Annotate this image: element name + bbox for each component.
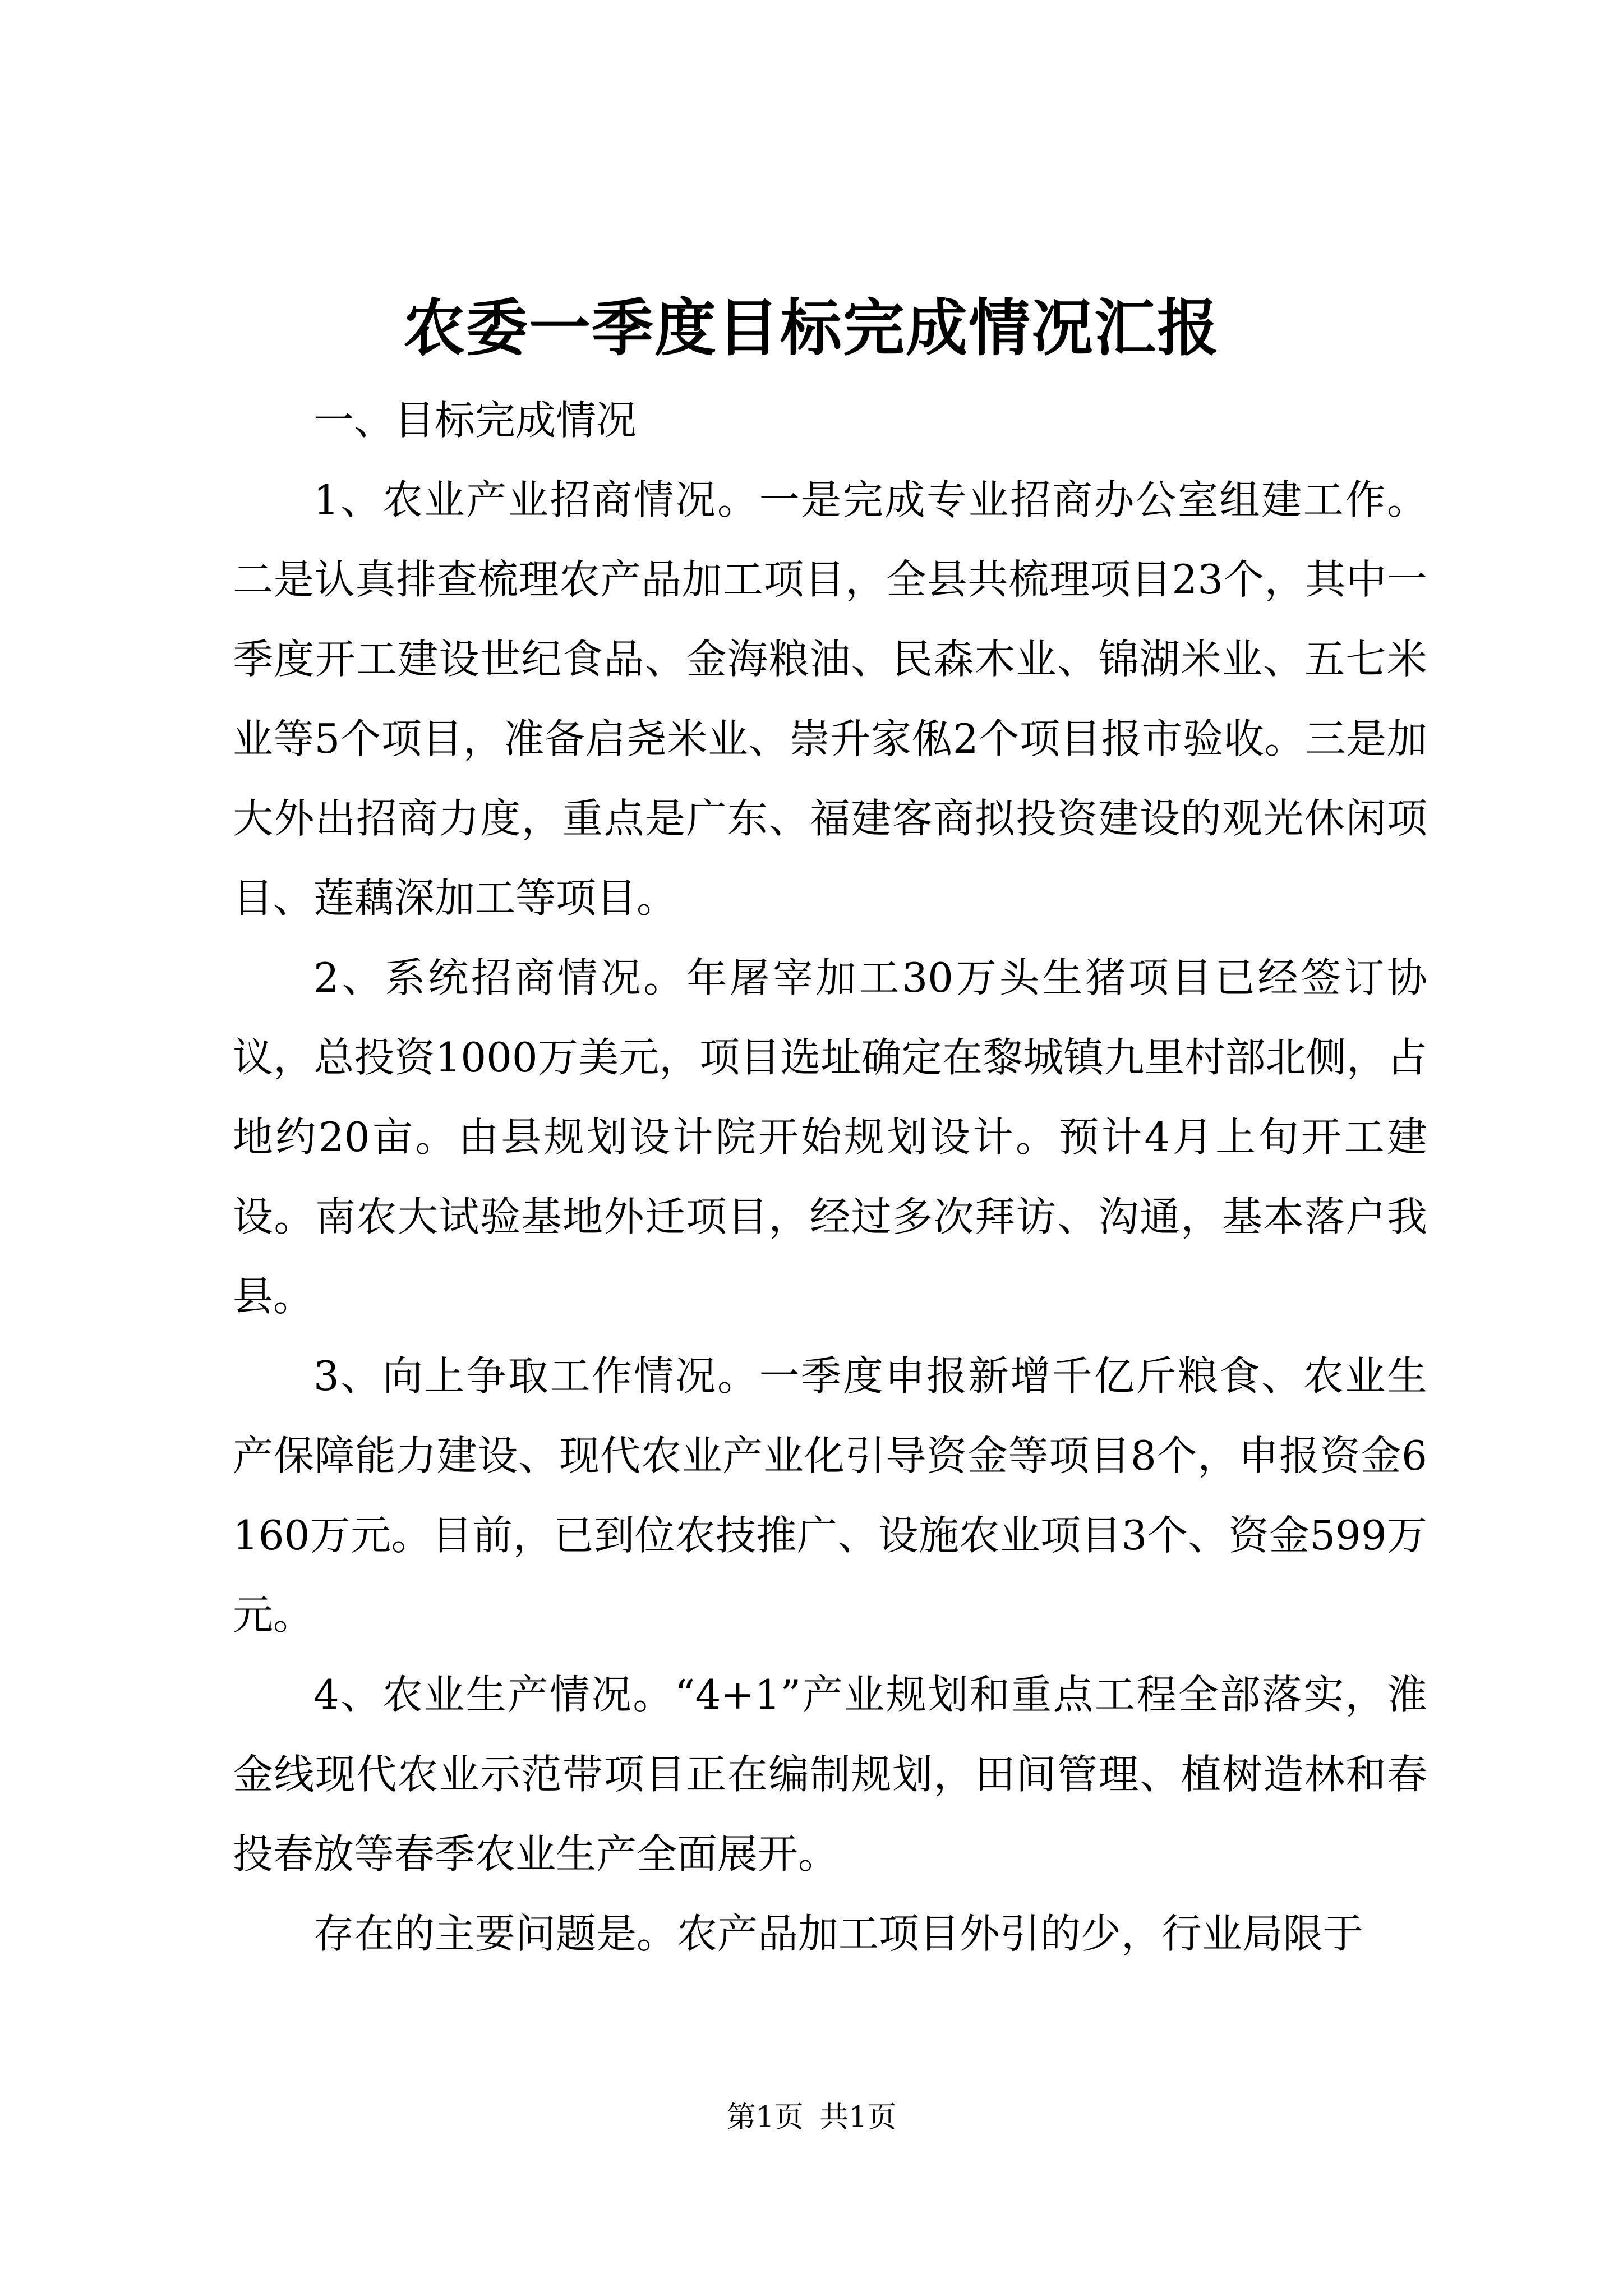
page-total: 共1页 xyxy=(819,2101,897,2134)
paragraph-agricultural-investment: 1、农业产业招商情况。一是完成专业招商办公室组建工作。二是认真排查梳理农产品加工项目，全县共梳理项目23个，其中一季度开工建设世纪食品、金海粮油、民森木业、锦湖米业、五七米业等5个项目，准备启尧米业、崇升家俬2个项目报市验收。三是加大外出招商力度，重点是广东、福建客商拟投资建设的观光休闲项目、莲藕深加工等项目。 xyxy=(233,476,1427,922)
document-title: 农委一季度目标完成情况汇报 xyxy=(403,292,1220,364)
paragraph-funding-applications: 3、向上争取工作情况。一季度申报新增千亿斤粮食、农业生产保障能力建设、现代农业产业化引导资金等项目8个，申报资金6160万元。目前，已到位农技推广、设施农业项目3个、资金599万元。 xyxy=(233,1352,1427,1639)
paragraph-agricultural-production: 4、农业生产情况。“4+1”产业规划和重点工程全部落实，淮金线现代农业示范带项目正在编制规划，田间管理、植树造林和春投春放等春季农业生产全面展开。 xyxy=(233,1671,1427,1878)
paragraph-system-investment: 2、系统招商情况。年屠宰加工30万头生猪项目已经签订协议，总投资1000万美元，项目选址确定在黎城镇九里村部北侧，占地约20亩。由县规划设计院开始规划设计。预计4月上旬开工建设。南农大试验基地外迁项目，经过多次拜访、沟通，基本落户我县。 xyxy=(233,954,1427,1320)
paragraph-main-problems: 存在的主要问题是。农产品加工项目外引的少，行业局限于 xyxy=(313,1910,1364,1957)
page-footer xyxy=(0,2095,1623,2140)
document-body xyxy=(233,380,1427,1973)
section-heading: 一、目标完成情况 xyxy=(313,397,637,444)
page-number: 第1页 xyxy=(726,2101,804,2134)
